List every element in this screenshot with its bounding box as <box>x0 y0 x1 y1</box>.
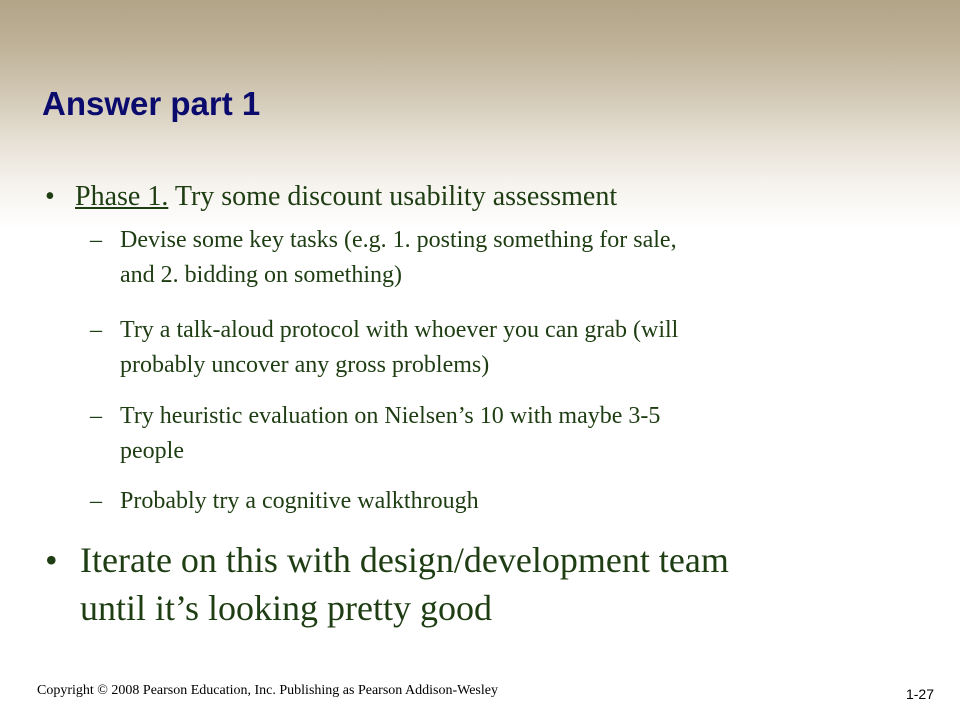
dash-marker: – <box>90 227 102 253</box>
bullet-line: Iterate on this with design/development team <box>80 540 729 580</box>
phase-1-link[interactable]: Phase 1. <box>75 181 169 212</box>
subitem-text <box>120 223 677 293</box>
subitem-text <box>120 313 678 383</box>
bullet-line: until it’s looking pretty good <box>80 588 492 628</box>
subitem-line: people <box>120 438 184 464</box>
bullet-marker: • <box>45 181 55 212</box>
copyright-footer: Copyright © 2008 Pearson Education, Inc. Publishing as Pearson Addison-Wesley <box>37 683 498 698</box>
bullet-text <box>80 536 729 632</box>
dash-marker: – <box>90 317 102 343</box>
subitem-text <box>120 484 479 519</box>
subitem-text <box>120 399 660 469</box>
subitem-line: and 2. bidding on something) <box>120 262 402 288</box>
subitem-line: Devise some key tasks (e.g. 1. posting something for sale, <box>120 227 677 253</box>
bullet-rest-text: Try some discount usability assessment <box>168 181 618 212</box>
subitem-line: Probably try a cognitive walkthrough <box>120 488 479 514</box>
bullet-marker: • <box>45 540 58 580</box>
slide-number: 1-27 <box>905 686 934 702</box>
slide-title: Answer part 1 <box>42 85 261 122</box>
bullet-text <box>75 177 617 217</box>
dash-marker: – <box>90 488 102 514</box>
dash-marker: – <box>90 403 102 429</box>
subitem-line: Try a talk-aloud protocol with whoever you can grab (will <box>120 317 679 343</box>
subitem-line: Try heuristic evaluation on Nielsen’s 10 with maybe 3-5 <box>120 403 661 429</box>
subitem-line: probably uncover any gross problems) <box>120 352 490 378</box>
